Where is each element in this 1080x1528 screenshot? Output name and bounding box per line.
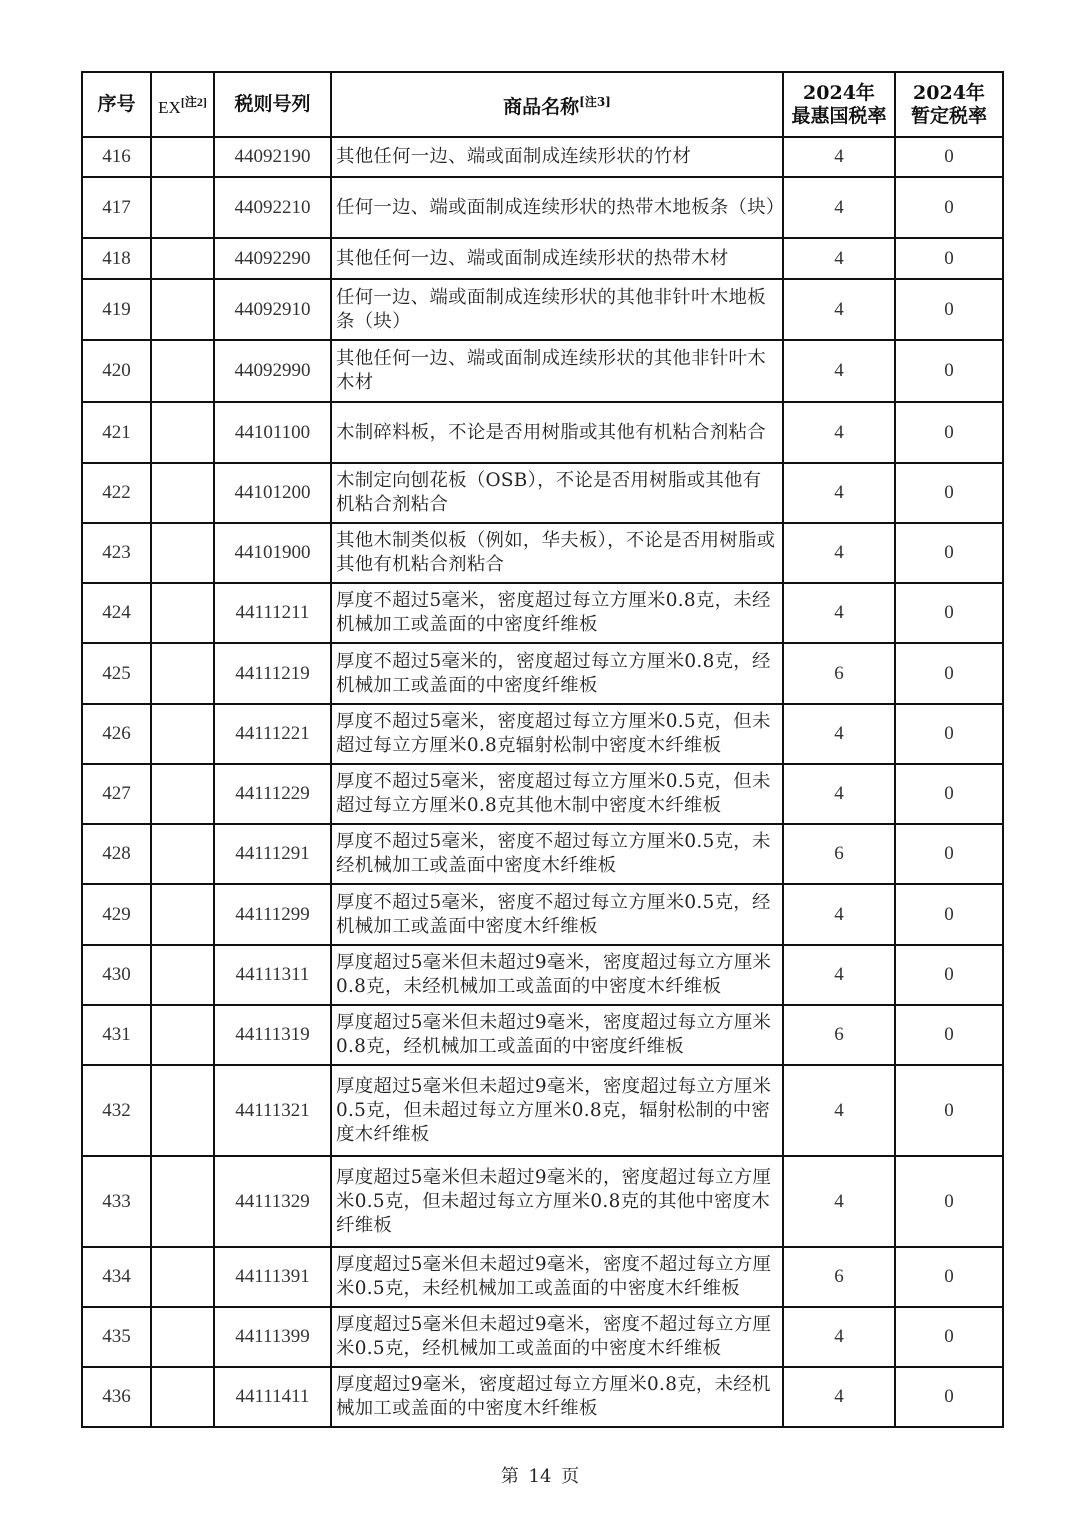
cell-seq: 428 xyxy=(82,824,151,884)
table-row xyxy=(82,945,1003,1005)
cell-tariff-code: 44111391 xyxy=(214,1247,331,1307)
cell-product-name: 厚度不超过5毫米，密度不超过每立方厘米0.5克，经机械加工或盖面中密度木纤维板 xyxy=(331,884,783,945)
cell-tariff-code: 44111411 xyxy=(214,1367,331,1427)
cell-ex xyxy=(151,1247,214,1307)
header-ex-note: [注2] xyxy=(180,94,207,109)
cell-mfn-rate: 4 xyxy=(783,764,895,824)
cell-mfn-rate: 6 xyxy=(783,643,895,704)
cell-product-name: 厚度不超过5毫米，密度超过每立方厘米0.5克，但未超过每立方厘米0.8克其他木制中密度木纤维板 xyxy=(331,764,783,824)
cell-provisional-rate: 0 xyxy=(895,1247,1003,1307)
header-provisional-rate xyxy=(895,72,1003,137)
table-row xyxy=(82,238,1003,279)
cell-seq: 424 xyxy=(82,583,151,643)
cell-ex xyxy=(151,704,214,764)
table-row xyxy=(82,340,1003,402)
table-row xyxy=(82,1307,1003,1367)
cell-mfn-rate: 4 xyxy=(783,340,895,402)
header-mfn-rate xyxy=(783,72,895,137)
table-row xyxy=(82,643,1003,704)
cell-provisional-rate: 0 xyxy=(895,177,1003,238)
header-mfn-label: 最惠国税率 xyxy=(791,104,887,127)
table-body xyxy=(82,137,1003,1427)
header-ex xyxy=(151,72,214,137)
cell-product-name: 任何一边、端或面制成连续形状的其他非针叶木地板条（块） xyxy=(331,279,783,340)
cell-seq: 420 xyxy=(82,340,151,402)
cell-product-name: 厚度超过5毫米但未超过9毫米，密度不超过每立方厘米0.5克，未经机械加工或盖面的中密度木纤维板 xyxy=(331,1247,783,1307)
cell-provisional-rate: 0 xyxy=(895,1005,1003,1065)
cell-mfn-rate: 4 xyxy=(783,137,895,177)
cell-ex xyxy=(151,884,214,945)
cell-provisional-rate: 0 xyxy=(895,643,1003,704)
cell-mfn-rate: 4 xyxy=(783,238,895,279)
cell-provisional-rate: 0 xyxy=(895,137,1003,177)
cell-mfn-rate: 6 xyxy=(783,1247,895,1307)
cell-ex xyxy=(151,1367,214,1427)
cell-tariff-code: 44111219 xyxy=(214,643,331,704)
table-row xyxy=(82,1367,1003,1427)
table-row xyxy=(82,1247,1003,1307)
cell-seq: 418 xyxy=(82,238,151,279)
header-ex-label: EX xyxy=(158,97,181,117)
table-row xyxy=(82,1065,1003,1156)
cell-seq: 421 xyxy=(82,402,151,463)
table-row xyxy=(82,137,1003,177)
cell-ex xyxy=(151,340,214,402)
cell-seq: 426 xyxy=(82,704,151,764)
cell-tariff-code: 44092290 xyxy=(214,238,331,279)
cell-provisional-rate: 0 xyxy=(895,238,1003,279)
cell-product-name: 厚度不超过5毫米，密度超过每立方厘米0.8克，未经机械加工或盖面的中密度纤维板 xyxy=(331,583,783,643)
cell-seq: 432 xyxy=(82,1065,151,1156)
cell-tariff-code: 44111291 xyxy=(214,824,331,884)
cell-provisional-rate: 0 xyxy=(895,704,1003,764)
cell-seq: 429 xyxy=(82,884,151,945)
cell-tariff-code: 44111321 xyxy=(214,1065,331,1156)
cell-tariff-code: 44101100 xyxy=(214,402,331,463)
table-row xyxy=(82,704,1003,764)
header-mfn-year: 2024年 xyxy=(803,81,875,104)
cell-mfn-rate: 6 xyxy=(783,1005,895,1065)
cell-seq: 425 xyxy=(82,643,151,704)
cell-provisional-rate: 0 xyxy=(895,583,1003,643)
cell-product-name: 木制碎料板，不论是否用树脂或其他有机粘合剂粘合 xyxy=(331,402,783,463)
cell-product-name: 其他木制类似板（例如，华夫板），不论是否用树脂或其他有机粘合剂粘合 xyxy=(331,523,783,583)
header-product-name xyxy=(331,72,783,137)
cell-product-name: 厚度不超过5毫米，密度超过每立方厘米0.5克，但未超过每立方厘米0.8克辐射松制中密度木纤维板 xyxy=(331,704,783,764)
cell-seq: 419 xyxy=(82,279,151,340)
cell-product-name: 任何一边、端或面制成连续形状的热带木地板条（块） xyxy=(331,177,783,238)
table-row xyxy=(82,463,1003,523)
cell-mfn-rate: 4 xyxy=(783,279,895,340)
cell-product-name: 其他任何一边、端或面制成连续形状的竹材 xyxy=(331,137,783,177)
cell-mfn-rate: 4 xyxy=(783,1367,895,1427)
cell-tariff-code: 44111319 xyxy=(214,1005,331,1065)
cell-tariff-code: 44092990 xyxy=(214,340,331,402)
table-row xyxy=(82,824,1003,884)
tariff-table xyxy=(81,71,1004,1428)
cell-mfn-rate: 4 xyxy=(783,1307,895,1367)
cell-product-name: 厚度不超过5毫米，密度不超过每立方厘米0.5克，未经机械加工或盖面中密度木纤维板 xyxy=(331,824,783,884)
cell-ex xyxy=(151,177,214,238)
cell-product-name: 其他任何一边、端或面制成连续形状的热带木材 xyxy=(331,238,783,279)
cell-provisional-rate: 0 xyxy=(895,1367,1003,1427)
cell-mfn-rate: 4 xyxy=(783,402,895,463)
cell-provisional-rate: 0 xyxy=(895,279,1003,340)
cell-mfn-rate: 4 xyxy=(783,945,895,1005)
cell-tariff-code: 44092910 xyxy=(214,279,331,340)
cell-seq: 423 xyxy=(82,523,151,583)
cell-ex xyxy=(151,137,214,177)
table-row xyxy=(82,583,1003,643)
cell-mfn-rate: 4 xyxy=(783,1065,895,1156)
cell-tariff-code: 44092210 xyxy=(214,177,331,238)
table-row xyxy=(82,884,1003,945)
cell-product-name: 木制定向刨花板（OSB），不论是否用树脂或其他有机粘合剂粘合 xyxy=(331,463,783,523)
cell-seq: 417 xyxy=(82,177,151,238)
cell-provisional-rate: 0 xyxy=(895,1065,1003,1156)
cell-mfn-rate: 4 xyxy=(783,523,895,583)
table-row xyxy=(82,279,1003,340)
header-product-name-note: [注3] xyxy=(579,94,611,109)
cell-ex xyxy=(151,824,214,884)
cell-product-name: 厚度超过9毫米，密度超过每立方厘米0.8克，未经机械加工或盖面的中密度木纤维板 xyxy=(331,1367,783,1427)
cell-provisional-rate: 0 xyxy=(895,340,1003,402)
header-product-name-label: 商品名称 xyxy=(503,95,580,118)
cell-seq: 422 xyxy=(82,463,151,523)
cell-product-name: 厚度超过5毫米但未超过9毫米，密度超过每立方厘米0.8克，未经机械加工或盖面的中密度木纤维板 xyxy=(331,945,783,1005)
cell-ex xyxy=(151,643,214,704)
cell-ex xyxy=(151,523,214,583)
cell-ex xyxy=(151,1156,214,1247)
cell-provisional-rate: 0 xyxy=(895,884,1003,945)
cell-tariff-code: 44111399 xyxy=(214,1307,331,1367)
table-row xyxy=(82,402,1003,463)
cell-product-name: 厚度超过5毫米但未超过9毫米的，密度超过每立方厘米0.5克，但未超过每立方厘米0.8克的其他中密度木纤维板 xyxy=(331,1156,783,1247)
cell-ex xyxy=(151,583,214,643)
cell-seq: 427 xyxy=(82,764,151,824)
page-number: 第 14 页 xyxy=(500,1466,580,1487)
header-prov-label: 暂定税率 xyxy=(910,104,987,127)
cell-ex xyxy=(151,402,214,463)
cell-seq: 436 xyxy=(82,1367,151,1427)
cell-mfn-rate: 4 xyxy=(783,704,895,764)
cell-seq: 435 xyxy=(82,1307,151,1367)
cell-seq: 433 xyxy=(82,1156,151,1247)
cell-provisional-rate: 0 xyxy=(895,824,1003,884)
cell-seq: 431 xyxy=(82,1005,151,1065)
cell-seq: 416 xyxy=(82,137,151,177)
cell-tariff-code: 44111211 xyxy=(214,583,331,643)
table-row xyxy=(82,523,1003,583)
header-seq: 序号 xyxy=(82,72,151,137)
cell-mfn-rate: 4 xyxy=(783,177,895,238)
header-prov-year: 2024年 xyxy=(913,81,985,104)
cell-ex xyxy=(151,463,214,523)
cell-seq: 434 xyxy=(82,1247,151,1307)
cell-ex xyxy=(151,1005,214,1065)
cell-tariff-code: 44101200 xyxy=(214,463,331,523)
header-row xyxy=(82,72,1003,137)
cell-ex xyxy=(151,279,214,340)
cell-provisional-rate: 0 xyxy=(895,1156,1003,1247)
cell-mfn-rate: 4 xyxy=(783,583,895,643)
cell-product-name: 厚度超过5毫米但未超过9毫米，密度超过每立方厘米0.8克，经机械加工或盖面的中密度纤维板 xyxy=(331,1005,783,1065)
cell-product-name: 其他任何一边、端或面制成连续形状的其他非针叶木木材 xyxy=(331,340,783,402)
cell-ex xyxy=(151,238,214,279)
header-tariff-code: 税则号列 xyxy=(214,72,331,137)
cell-product-name: 厚度不超过5毫米的，密度超过每立方厘米0.8克，经机械加工或盖面的中密度纤维板 xyxy=(331,643,783,704)
cell-tariff-code: 44111221 xyxy=(214,704,331,764)
cell-ex xyxy=(151,945,214,1005)
cell-product-name: 厚度超过5毫米但未超过9毫米，密度不超过每立方厘米0.5克，经机械加工或盖面的中密度木纤维板 xyxy=(331,1307,783,1367)
cell-tariff-code: 44111311 xyxy=(214,945,331,1005)
cell-provisional-rate: 0 xyxy=(895,523,1003,583)
table-row xyxy=(82,1005,1003,1065)
cell-mfn-rate: 4 xyxy=(783,884,895,945)
cell-mfn-rate: 6 xyxy=(783,824,895,884)
cell-provisional-rate: 0 xyxy=(895,945,1003,1005)
cell-product-name: 厚度超过5毫米但未超过9毫米，密度超过每立方厘米0.5克，但未超过每立方厘米0.8克，辐射松制的中密度木纤维板 xyxy=(331,1065,783,1156)
cell-tariff-code: 44092190 xyxy=(214,137,331,177)
cell-ex xyxy=(151,1307,214,1367)
cell-seq: 430 xyxy=(82,945,151,1005)
cell-ex xyxy=(151,1065,214,1156)
cell-tariff-code: 44111229 xyxy=(214,764,331,824)
table-row xyxy=(82,1156,1003,1247)
cell-tariff-code: 44101900 xyxy=(214,523,331,583)
cell-provisional-rate: 0 xyxy=(895,764,1003,824)
cell-provisional-rate: 0 xyxy=(895,1307,1003,1367)
cell-tariff-code: 44111299 xyxy=(214,884,331,945)
cell-ex xyxy=(151,764,214,824)
cell-provisional-rate: 0 xyxy=(895,402,1003,463)
cell-mfn-rate: 4 xyxy=(783,463,895,523)
table-row xyxy=(82,764,1003,824)
cell-tariff-code: 44111329 xyxy=(214,1156,331,1247)
cell-provisional-rate: 0 xyxy=(895,463,1003,523)
tariff-table-container xyxy=(81,71,1004,1428)
cell-mfn-rate: 4 xyxy=(783,1156,895,1247)
table-row xyxy=(82,177,1003,238)
